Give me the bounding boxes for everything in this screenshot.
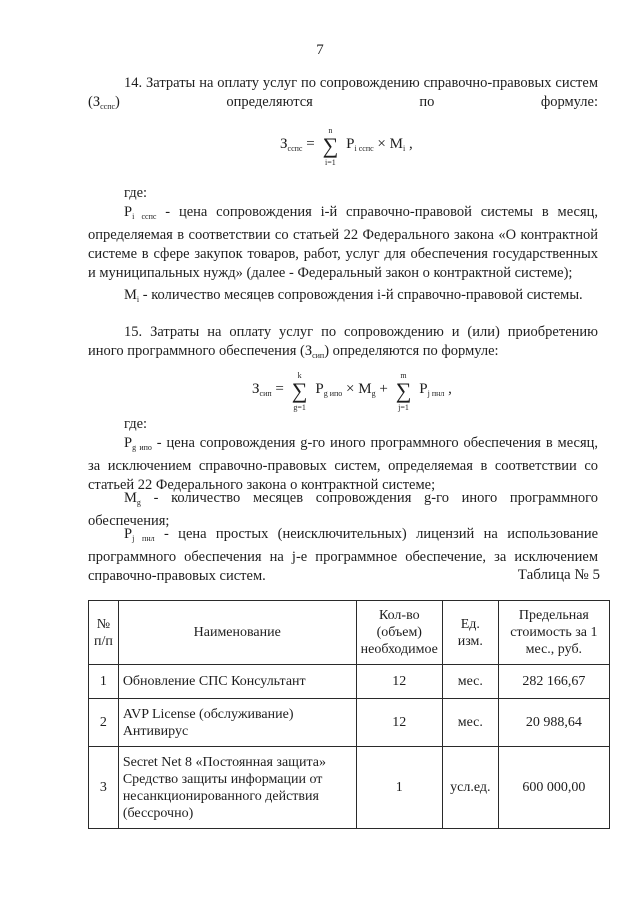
sum-symbol: ∑ k g=1 (291, 371, 308, 412)
definition-p-j-pnl: $P_{j пнл}$ - цена простых (неисключительных) лицензий на использование программного обеспечения на j-е программное обеспечение, за исключением справочно-правовых систем. (88, 526, 599, 584)
definition-m-g: $M_g$ - количество месяцев сопровождения g-го иного программного обеспечения; (88, 490, 598, 529)
formula-14: $З_{сспс}$ = ∑ n i=1 $P_{i сспс} \times M_i$ , (280, 126, 413, 167)
header-number: № п/п (89, 601, 119, 665)
table-row (89, 665, 610, 699)
table-row (89, 699, 610, 747)
where-label-14: где: (124, 185, 148, 201)
cell-name: Обновление СПС Консультант (118, 665, 356, 699)
sum-symbol: ∑ m j=1 (395, 371, 412, 412)
header-name: Наименование (118, 601, 356, 665)
cell-number: 2 (89, 699, 119, 747)
cell-quantity: 1 (356, 747, 442, 829)
cell-cost: 600 000,00 (498, 747, 609, 829)
page-number: 7 (316, 42, 324, 58)
cell-quantity: 12 (356, 665, 442, 699)
definition-p-g-ipo: $P_{g ипо}$ - цена сопровождения g-го иного программного обеспечения в месяц, за исключением справочно-правовых систем, определяемая в соответствии со статьей 22 Федерального закона о контрактной системе; (88, 435, 599, 493)
definition-p-sspc: $P_{i сспс}$ - цена сопровождения i-й справочно-правовой системы в месяц, определяемая в соответствии со статьей 22 Федерального закона «О контрактной системе в сфере закупок товаров, работ, услуг для обеспечения государственных и муниципальных нужд» (далее - Федеральный закон о контрактной системе); (88, 204, 599, 281)
where-label-15: где: (124, 416, 148, 432)
cell-unit: усл.ед. (442, 747, 498, 829)
cell-number: 3 (89, 747, 119, 829)
table-row (89, 747, 610, 829)
table-header-row (89, 601, 610, 665)
item15-intro: 15. Затраты на оплату услуг по сопровождению и (или) приобретению иного программного обеспечения $(З_{сип})$ определяются по формуле: (88, 324, 598, 360)
header-max-cost: Предельная стоимость за 1 мес., руб. (498, 601, 609, 665)
cell-number: 1 (89, 665, 119, 699)
cell-unit: мес. (442, 665, 498, 699)
definition-m-i: $M_i$ - количество месяцев сопровождения i-й справочно-правовой системы. (124, 287, 583, 304)
sum-symbol: ∑ n i=1 (322, 126, 339, 167)
cell-cost: 20 988,64 (498, 699, 609, 747)
header-quantity: Кол-во (объем) необходимое (356, 601, 442, 665)
cell-cost: 282 166,67 (498, 665, 609, 699)
item14-intro: 14. Затраты на оплату услуг по сопровождению справочно-правовых систем $(З_{сспс})$ определяются по формуле: (88, 75, 598, 111)
table-caption: Таблица № 5 (517, 567, 600, 583)
formula-15: $З_{сип}$ = ∑ k g=1 $P_{g ипо} \times M_g$ + ∑ m j=1 $P_{j пнл}$ , (252, 371, 452, 412)
cell-unit: мес. (442, 699, 498, 747)
cell-quantity: 12 (356, 699, 442, 747)
cell-name: Secret Net 8 «Постоянная защита» Средство защиты информации от несанкционированного действия (бессрочно) (118, 747, 356, 829)
header-unit: Ед. изм. (442, 601, 498, 665)
cell-name: AVP License (обслуживание) Антивирус (118, 699, 356, 747)
costs-table (88, 600, 610, 829)
